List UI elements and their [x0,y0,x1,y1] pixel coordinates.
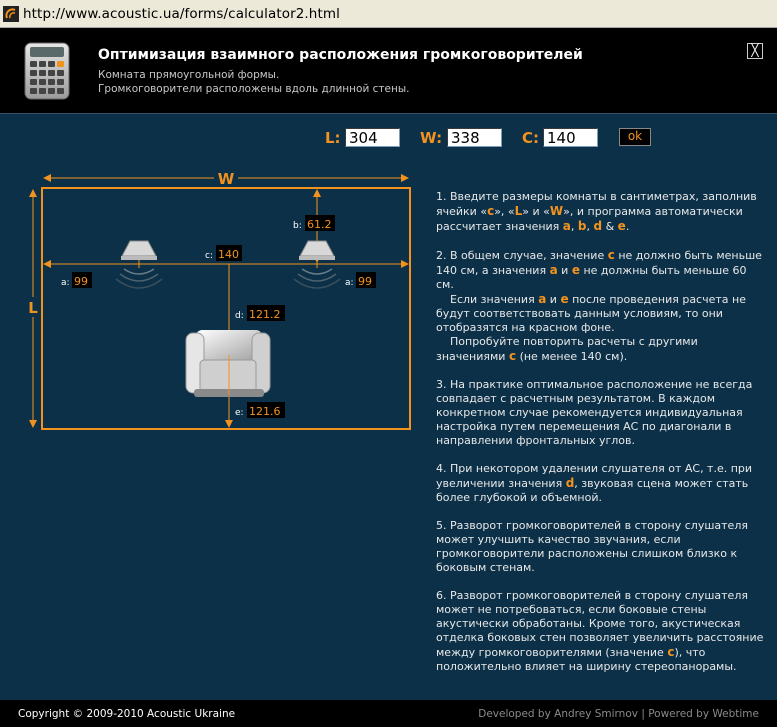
footer [0,700,777,727]
l-dimension-label: L [28,299,38,317]
armchair-icon [186,330,270,397]
L-label: L: [325,129,341,147]
d-value: 121.2 [249,308,281,321]
d-label: d: [235,311,244,321]
instruction-4: 4. При некотором удалении слушателя от АС, т.е. при увеличении значения d, звуковая сцена может стать более глубокой и объемной. [436,462,753,504]
L-input[interactable] [345,128,400,147]
header [0,28,777,114]
instruction-1: 1. Введите размеры комнаты в сантиметрах, заполнив ячейки «c», «L» и «W», и программа автоматически рассчитает значения a, b, d & e. [436,190,757,233]
C-input[interactable] [543,128,598,147]
a-right-value: 99 [358,275,372,288]
instruction-5: 5. Разворот громкоговорителей в сторону слушателя может улучшить качество звучания, если громкоговорители расположены слишком близко к боковым стенам. [436,519,748,574]
close-button[interactable]: ╳ [747,43,763,59]
subtitle-line-1: Комната прямоугольной формы. [98,69,280,81]
page-title: Оптимизация взаимного расположения громкоговорителей [98,47,583,63]
c-value: 140 [218,248,239,261]
W-label: W: [420,129,443,147]
e-label: e: [235,408,244,418]
C-label: C: [522,129,540,147]
calculator-panel [0,115,777,700]
subtitle-line-2: Громкоговорители расположены вдоль длинной стены. [98,82,410,95]
instruction-6: 6. Разворот громкоговорителей в сторону слушателя может не потребоваться, если боковые стены акустически обработаны. Кроме того, акустическая отделка боковых стен позволяет увеличить расстояние между громкоговорителями (значение c), что положительно влияет на ширину стереопанорамы. [436,589,764,673]
url-text[interactable]: http://www.acoustic.ua/forms/calculator2.html [23,5,340,22]
instruction-2: 2. В общем случае, значение c не должно быть меньше 140 см, а значения a и e не должны быть меньше 60 см. Если значения a и e после проведения расчета не будут соответствовать данным условиям, то они отобразятся на красном фоне. Попробуйте повторить расчеты с другими значениями c (не менее 140 см). [436,248,762,363]
a-left-label: a: [61,278,70,288]
ok-button[interactable]: ok [619,128,651,146]
room-diagram [0,155,430,445]
page-subtitle [98,69,409,96]
address-bar[interactable] [0,0,777,28]
e-value: 121.6 [249,405,281,418]
a-right-label: a: [345,278,354,288]
w-dimension-label: W [217,170,235,188]
W-input[interactable] [447,128,502,147]
developer-credit[interactable]: Developed by Andrey Smirnov | Powered by Webtime [478,708,759,720]
copyright-text: Copyright © 2009-2010 Acoustic Ukraine [18,708,236,720]
instruction-3: 3. На практике оптимальное расположение не всегда совпадает с расчетным результатом. В каждом конкретном случае рекомендуется индивидуальная настройка путем перемещения АС по диагонали в направлении фронтальных углов. [436,378,753,447]
site-favicon-icon [3,6,19,22]
c-label: c: [205,251,213,261]
b-value: 61.2 [307,218,332,231]
a-left-value: 99 [74,275,88,288]
b-label: b: [293,221,302,231]
calculator-icon [24,42,70,100]
instructions [436,190,766,688]
